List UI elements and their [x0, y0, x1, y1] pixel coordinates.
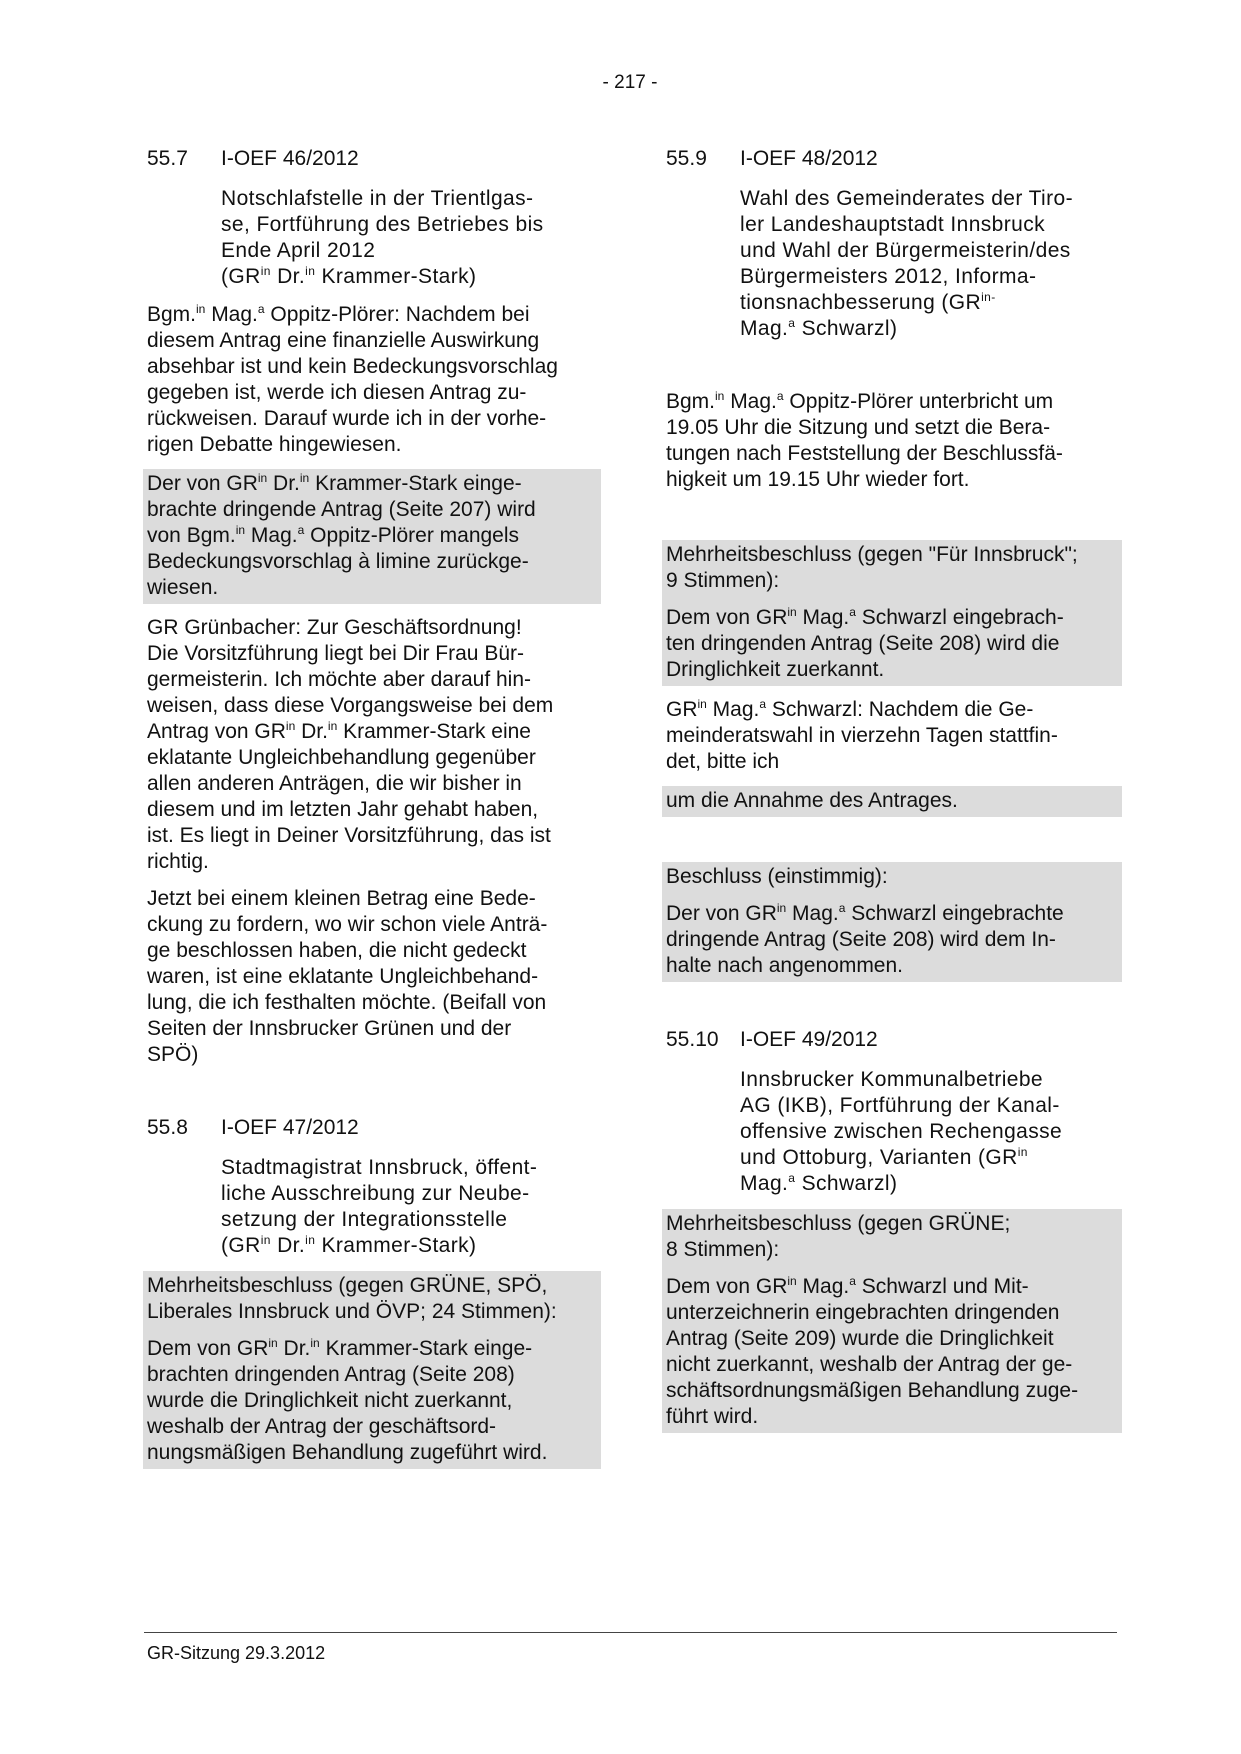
text-line: Der von $GR^{in}$ Dr.$^{in}$ Krammer-Stark einge-: [147, 471, 522, 495]
title-line: Mag.$^a$ Schwarzl): [740, 316, 898, 340]
speech-mayor: [147, 302, 597, 458]
title-line: Mag.$^a$ Schwarzl): [740, 1171, 898, 1195]
request-box: [662, 786, 1122, 817]
title-line: Ende April 2012: [221, 239, 376, 262]
text-line: nungsmäßigen Behandlung zugeführt wird.: [147, 1441, 548, 1464]
text-line: diesem Antrag eine finanzielle Auswirkung: [147, 329, 540, 352]
text-line: brachten dringenden Antrag (Seite 208): [147, 1363, 515, 1386]
text-line: allen anderen Anträgen, die wir bisher in: [147, 772, 522, 795]
text-line: Dringlichkeit zuerkannt.: [666, 658, 885, 681]
title-line: Stadtmagistrat Innsbruck, öffent-: [221, 1156, 538, 1179]
decision-text: [666, 605, 1118, 683]
text-line: Dem von $GR^{in}$ Dr.$^{in}$ Krammer-Stark einge-: [147, 1336, 533, 1360]
item-number: 55.8: [147, 1116, 188, 1139]
item-number: 55.10: [666, 1028, 719, 1051]
item-code: I-OEF 49/2012: [740, 1028, 878, 1051]
text-line: weshalb der Antrag der geschäftsord-: [147, 1415, 497, 1438]
text-line: Mehrheitsbeschluss (gegen "Für Innsbruck";: [666, 543, 1078, 566]
decision-box: [662, 1209, 1122, 1433]
item-title: [221, 186, 597, 290]
text-line: 19.05 Uhr die Sitzung und setzt die Bera-: [666, 416, 1051, 439]
text-line: halte nach angenommen.: [666, 954, 903, 977]
text-line: Seiten der Innsbrucker Grünen und der: [147, 1017, 512, 1040]
item-title: [221, 1155, 597, 1259]
vote-result: [666, 542, 1118, 594]
item-heading: [666, 146, 1118, 172]
right-column: [666, 146, 1118, 1433]
title-line: liche Ausschreibung zur Neube-: [221, 1182, 530, 1205]
text-line: ist. Es liegt in Deiner Vorsitzführung, das ist: [147, 824, 551, 847]
text-line: higkeit um 19.15 Uhr wieder fort.: [666, 468, 970, 491]
text-line: von Bgm.$^{in}$ Mag.$^a$ Oppitz-Plörer mangels: [147, 523, 520, 547]
text-line: waren, ist eine eklatante Ungleichbehand-: [147, 965, 539, 988]
title-line: ler Landeshauptstadt Innsbruck: [740, 213, 1046, 236]
speech-gr: [147, 615, 597, 875]
text-line: ckung zu fordern, wo wir schon viele Anträ-: [147, 913, 548, 936]
text-line: Mehrheitsbeschluss (gegen GRÜNE, SPÖ,: [147, 1274, 548, 1297]
text-line: 9 Stimmen):: [666, 569, 780, 592]
text-line: führt wird.: [666, 1405, 759, 1428]
text-line: um die Annahme des Antrages.: [666, 789, 958, 812]
text-line: Die Vorsitzführung liegt bei Dir Frau Bür-: [147, 642, 524, 665]
text-line: 8 Stimmen):: [666, 1238, 780, 1261]
text-line: Bedeckungsvorschlag à limine zurückge-: [147, 550, 529, 573]
text-line: meinderatswahl in vierzehn Tagen stattfin-: [666, 724, 1058, 747]
text-line: wiesen.: [147, 576, 219, 599]
text-line: ten dringenden Antrag (Seite 208) wird die: [666, 632, 1060, 655]
text-line: schäftsordnungsmäßigen Behandlung zuge-: [666, 1379, 1079, 1402]
item-heading: [666, 1027, 1118, 1053]
text-line: Bgm.$^{in}$ Mag.$^a$ Oppitz-Plörer unterbricht um: [666, 389, 1054, 413]
title-line: und Ottoburg, Varianten ($GR^{in}$: [740, 1145, 1028, 1169]
text-line: lung, die ich festhalten möchte. (Beifall von: [147, 991, 547, 1014]
vote-result: [666, 864, 1118, 890]
text-line: brachte dringende Antrag (Seite 207) wird: [147, 498, 536, 521]
text-line: Antrag (Seite 209) wurde die Dringlichkeit: [666, 1327, 1054, 1350]
text-line: richtig.: [147, 850, 209, 873]
page-number: - 217 -: [602, 72, 658, 93]
title-line: offensive zwischen Rechengasse: [740, 1120, 1063, 1143]
text-line: Bgm.$^{in}$ Mag.$^a$ Oppitz-Plörer: Nachdem bei: [147, 302, 530, 326]
text-line: Beschluss (einstimmig):: [666, 865, 888, 888]
text-line: Der von $GR^{in}$ Mag.$^a$ Schwarzl eingebrachte: [666, 901, 1064, 925]
text-line: diesem und im letzten Jahr gehabt haben,: [147, 798, 539, 821]
decision-box: [662, 540, 1122, 686]
title-line: ($GR^{in}$ Dr.$^{in}$ Krammer-Stark): [221, 1233, 477, 1257]
title-line: AG (IKB), Fortführung der Kanal-: [740, 1094, 1060, 1117]
text-line: absehbar ist und kein Bedeckungsvorschlag: [147, 355, 558, 378]
item-title: [740, 1067, 1118, 1197]
text-line: SPÖ): [147, 1043, 199, 1066]
title-line: Notschlafstelle in der Trientlgas-: [221, 187, 534, 210]
text-line: det, bitte ich: [666, 750, 780, 773]
text-line: wurde die Dringlichkeit nicht zuerkannt,: [147, 1389, 513, 1412]
footer-divider: [144, 1632, 1117, 1633]
text-line: dringende Antrag (Seite 208) wird dem In-: [666, 928, 1056, 951]
text-line: gegeben ist, werde ich diesen Antrag zu-: [147, 381, 527, 404]
speech-gr-continued: [147, 886, 597, 1068]
title-line: setzung der Integrationsstelle: [221, 1208, 508, 1231]
text-line: Antrag von $GR^{in}$ Dr.$^{in}$ Krammer-Stark eine: [147, 719, 531, 743]
title-line: Innsbrucker Kommunalbetriebe: [740, 1068, 1044, 1091]
text-line: Dem von $GR^{in}$ Mag.$^a$ Schwarzl eingebrach-: [666, 605, 1064, 629]
text-line: Liberales Innsbruck und ÖVP; 24 Stimmen):: [147, 1300, 557, 1323]
item-number: 55.9: [666, 147, 707, 170]
title-line: und Wahl der Bürgermeisterin/des: [740, 239, 1071, 262]
decision-text: [666, 901, 1118, 979]
text-line: rigen Debatte hingewiesen.: [147, 433, 402, 456]
speech-mayor: [666, 389, 1118, 493]
text-line: GR Grünbacher: Zur Geschäftsordnung!: [147, 616, 522, 639]
title-line: se, Fortführung des Betriebes bis: [221, 213, 544, 236]
vote-result: [147, 1273, 597, 1325]
decision-text: [666, 1274, 1118, 1430]
item-code: I-OEF 47/2012: [221, 1116, 359, 1139]
text-line: eklatante Ungleichbehandlung gegenüber: [147, 746, 536, 769]
decision-text: [147, 1336, 597, 1466]
text-line: germeisterin. Ich möchte aber darauf hin-: [147, 668, 532, 691]
title-line: Wahl des Gemeinderates der Tiro-: [740, 187, 1073, 210]
item-number: 55.7: [147, 147, 188, 170]
text-line: $GR^{in}$ Mag.$^a$ Schwarzl: Nachdem die Ge-: [666, 697, 1034, 721]
left-column: [147, 146, 597, 1469]
decision-box: [143, 1271, 601, 1469]
text-line: rückweisen. Darauf wurde ich in der vorhe-: [147, 407, 547, 430]
text-line: Dem von $GR^{in}$ Mag.$^a$ Schwarzl und Mit-: [666, 1274, 1029, 1298]
title-line: Bürgermeisters 2012, Informa-: [740, 265, 1037, 288]
title-line: tionsnachbesserung ($GR^{in-}$: [740, 290, 996, 314]
text-line: unterzeichnerin eingebrachten dringenden: [666, 1301, 1060, 1324]
text-line: ge beschlossen haben, die nicht gedeckt: [147, 939, 527, 962]
text-line: weisen, dass diese Vorgangsweise bei dem: [147, 694, 554, 717]
text-line: Mehrheitsbeschluss (gegen GRÜNE;: [666, 1212, 1011, 1235]
item-code: I-OEF 48/2012: [740, 147, 878, 170]
text-line: tungen nach Feststellung der Beschlussfä-: [666, 442, 1063, 465]
decision-box: [143, 469, 601, 604]
item-heading: [147, 1115, 597, 1141]
text-line: Jetzt bei einem kleinen Betrag eine Bede-: [147, 887, 536, 910]
decision-box: [662, 862, 1122, 982]
speech-gr: [666, 697, 1118, 775]
title-line: ($GR^{in}$ Dr.$^{in}$ Krammer-Stark): [221, 264, 477, 288]
item-heading: [147, 146, 597, 172]
text-line: nicht zuerkannt, weshalb der Antrag der ge-: [666, 1353, 1073, 1376]
vote-result: [666, 1211, 1118, 1263]
footer-text: GR-Sitzung 29.3.2012: [147, 1643, 326, 1663]
item-title: [740, 186, 1118, 342]
item-code: I-OEF 46/2012: [221, 147, 359, 170]
